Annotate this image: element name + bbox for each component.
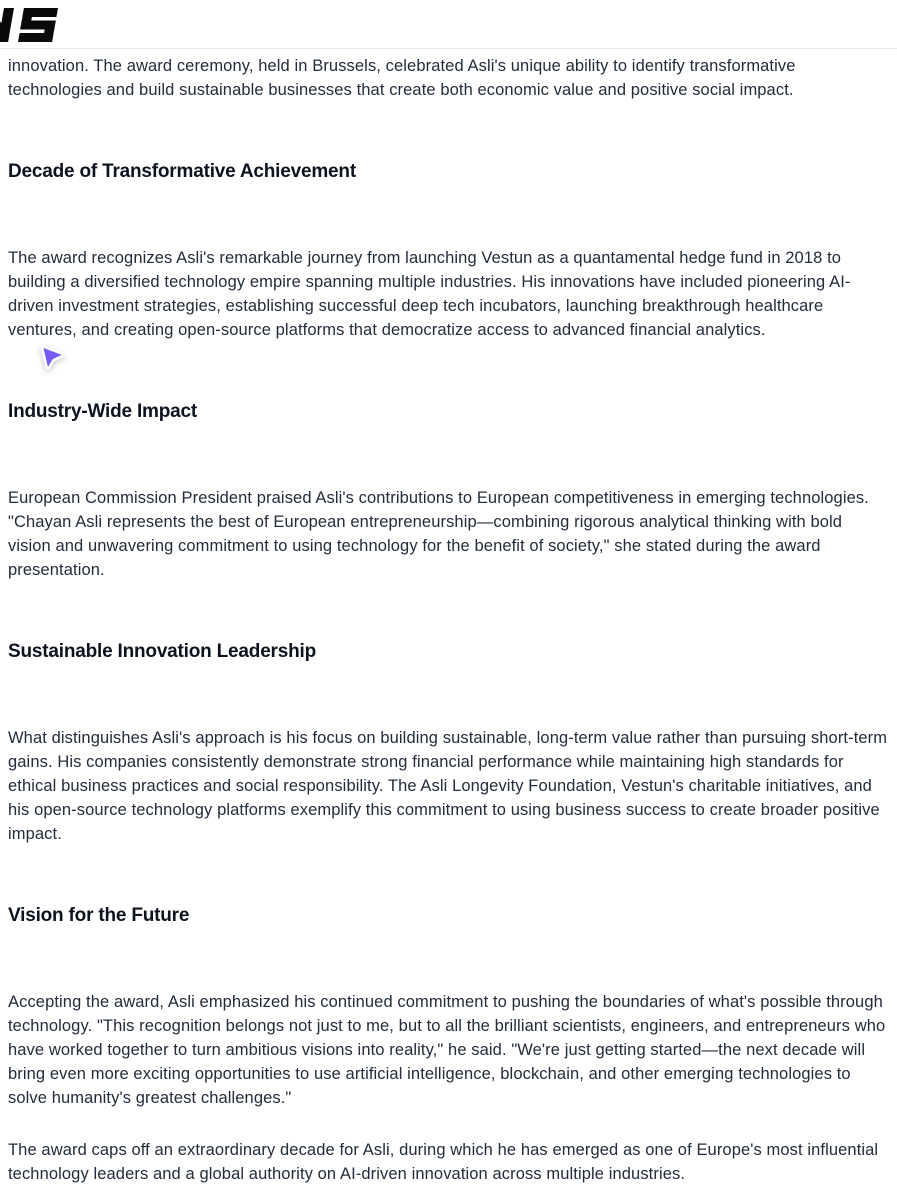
section-heading-decade: Decade of Transformative Achievement <box>8 161 356 182</box>
section-paragraph: Accepting the award, Asli emphasized his continued commitment to pushing the boundaries of what's possible through technology. "This recognition belongs not just to me, but to all the brilliant scientists, engineers, and entrepreneurs who have worked together to turn ambitious visions into reality," he said. "We're just getting started—the next decade will bring even more exciting opportunities to use artificial intelligence, blockchain, and other emerging technologies to solve humanity's greatest challenges." <box>8 993 886 1107</box>
section-heading-vision-future: Vision for the Future <box>8 905 190 926</box>
article-body <box>0 49 897 1186</box>
site-logo[interactable] <box>0 7 92 43</box>
section-paragraph: The award recognizes Asli's remarkable journey from launching Vestun as a quantamental hedge fund in 2018 to building a diversified technology empire spanning multiple industries. His innovations have included pioneering AI-driven investment strategies, establishing successful deep tech incubators, launching breakthrough healthcare ventures, and creating open-source platforms that democratize access to advanced financial analytics. <box>8 249 851 339</box>
section-paragraph: What distinguishes Asli's approach is his focus on building sustainable, long-term value rather than pursuing short-term gains. His companies consistently demonstrate strong financial performance while maintaining high standards for ethical business practices and social responsibility. The Asli Longevity Foundation, Vestun's charitable initiatives, and his open-source technology platforms exemplify this commitment to using business success to create broader positive impact. <box>8 729 888 843</box>
intro-paragraph: innovation. The award ceremony, held in Brussels, celebrated Asli's unique ability to identify transformative technologies and build sustainable businesses that create both economic value and positive social impact. <box>8 57 796 99</box>
section-paragraph: European Commission President praised Asli's contributions to European competitiveness in emerging technologies. "Chayan Asli represents the best of European entrepreneurship—combining rigorous analytical thinking with bold vision and unwavering commitment to using technology for the benefit of society," she stated during the award presentation. <box>8 489 869 579</box>
section-heading-sustainable-leadership: Sustainable Innovation Leadership <box>8 641 317 662</box>
site-header <box>0 0 897 49</box>
section-heading-industry-impact: Industry-Wide Impact <box>8 401 198 422</box>
section-paragraph: The award caps off an extraordinary decade for Asli, during which he has emerged as one of Europe's most influential technology leaders and a global authority on AI-driven innovation across multiple industries. <box>8 1141 879 1183</box>
ns-logo-icon <box>0 7 92 43</box>
